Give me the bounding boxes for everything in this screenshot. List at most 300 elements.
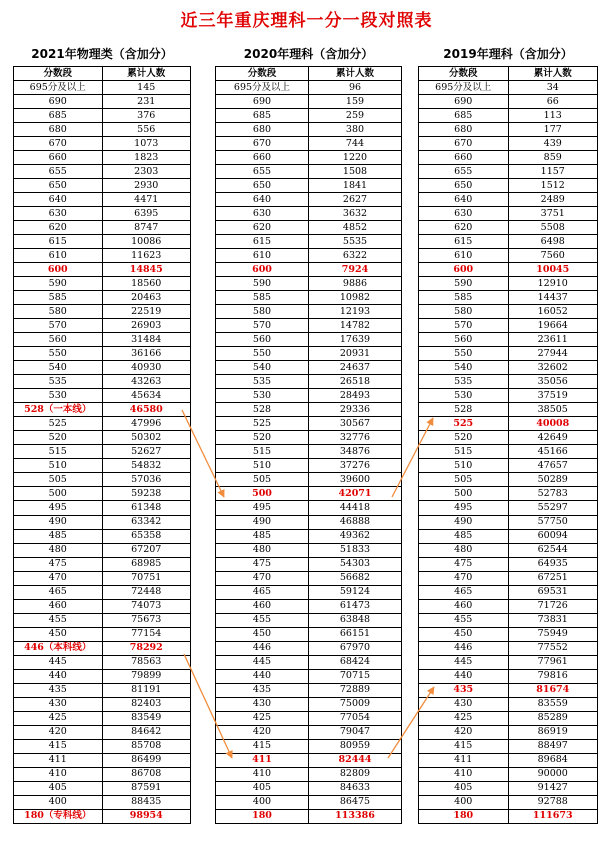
score-cell: 690 bbox=[14, 95, 103, 109]
count-cell: 744 bbox=[309, 137, 402, 151]
score-cell: 610 bbox=[14, 249, 103, 263]
count-cell: 2303 bbox=[102, 165, 191, 179]
table-row bbox=[14, 431, 191, 445]
score-cell: 695分及以上 bbox=[419, 81, 509, 95]
count-cell: 16052 bbox=[508, 305, 598, 319]
score-cell: 570 bbox=[419, 319, 509, 333]
count-cell: 34 bbox=[508, 81, 598, 95]
score-cell: 495 bbox=[419, 501, 509, 515]
count-cell: 24637 bbox=[309, 361, 402, 375]
score-table-2021 bbox=[13, 66, 191, 824]
table-row bbox=[419, 291, 598, 305]
score-cell: 540 bbox=[14, 361, 103, 375]
score-cell: 615 bbox=[419, 235, 509, 249]
score-cell: 655 bbox=[216, 165, 309, 179]
table-row bbox=[14, 641, 191, 655]
score-cell: 495 bbox=[14, 501, 103, 515]
table-row bbox=[216, 151, 402, 165]
table-row bbox=[419, 361, 598, 375]
table-row bbox=[216, 683, 402, 697]
count-cell: 88497 bbox=[508, 739, 598, 753]
score-cell: 535 bbox=[14, 375, 103, 389]
table-row bbox=[419, 627, 598, 641]
table-row bbox=[14, 711, 191, 725]
table-row bbox=[14, 193, 191, 207]
table-row bbox=[419, 669, 598, 683]
table-row bbox=[419, 501, 598, 515]
score-cell: 650 bbox=[419, 179, 509, 193]
count-cell: 259 bbox=[309, 109, 402, 123]
table-row bbox=[419, 753, 598, 767]
score-cell: 425 bbox=[216, 711, 309, 725]
score-cell: 445 bbox=[14, 655, 103, 669]
count-cell: 82444 bbox=[309, 753, 402, 767]
header-count: 累计人数 bbox=[102, 67, 191, 81]
count-cell: 67970 bbox=[309, 641, 402, 655]
count-cell: 19664 bbox=[508, 319, 598, 333]
count-cell: 61473 bbox=[309, 599, 402, 613]
table-row bbox=[419, 277, 598, 291]
table-row bbox=[216, 557, 402, 571]
count-cell: 84633 bbox=[309, 781, 402, 795]
score-cell: 570 bbox=[14, 319, 103, 333]
score-cell: 485 bbox=[14, 529, 103, 543]
table-row bbox=[216, 529, 402, 543]
count-cell: 82809 bbox=[309, 767, 402, 781]
table-row bbox=[216, 501, 402, 515]
table-row bbox=[216, 739, 402, 753]
count-cell: 68424 bbox=[309, 655, 402, 669]
score-cell: 585 bbox=[14, 291, 103, 305]
score-cell: 475 bbox=[216, 557, 309, 571]
table-row bbox=[419, 683, 598, 697]
score-cell: 485 bbox=[419, 529, 509, 543]
score-cell: 490 bbox=[216, 515, 309, 529]
count-cell: 5535 bbox=[309, 235, 402, 249]
table-row bbox=[419, 165, 598, 179]
score-cell: 535 bbox=[216, 375, 309, 389]
score-cell: 630 bbox=[419, 207, 509, 221]
score-cell: 560 bbox=[14, 333, 103, 347]
score-cell: 560 bbox=[419, 333, 509, 347]
count-cell: 12910 bbox=[508, 277, 598, 291]
table-row bbox=[419, 263, 598, 277]
score-table-2020 bbox=[215, 66, 402, 824]
score-cell: 425 bbox=[419, 711, 509, 725]
table-row bbox=[216, 81, 402, 95]
score-cell: 475 bbox=[14, 557, 103, 571]
score-cell: 455 bbox=[419, 613, 509, 627]
table-row bbox=[419, 725, 598, 739]
table-row bbox=[14, 697, 191, 711]
table-row bbox=[216, 627, 402, 641]
table-row bbox=[419, 697, 598, 711]
count-cell: 22519 bbox=[102, 305, 191, 319]
count-cell: 57750 bbox=[508, 515, 598, 529]
score-cell: 485 bbox=[216, 529, 309, 543]
table-row bbox=[14, 277, 191, 291]
table-row bbox=[216, 389, 402, 403]
table-row bbox=[419, 151, 598, 165]
table-row bbox=[14, 725, 191, 739]
count-cell: 59238 bbox=[102, 487, 191, 501]
count-cell: 1841 bbox=[309, 179, 402, 193]
count-cell: 28493 bbox=[309, 389, 402, 403]
count-cell: 52627 bbox=[102, 445, 191, 459]
table-row bbox=[419, 235, 598, 249]
count-cell: 111673 bbox=[508, 809, 598, 823]
table-row bbox=[14, 473, 191, 487]
score-cell: 465 bbox=[216, 585, 309, 599]
count-cell: 45166 bbox=[508, 445, 598, 459]
score-cell: 500 bbox=[419, 487, 509, 501]
count-cell: 3632 bbox=[309, 207, 402, 221]
score-cell: 400 bbox=[419, 795, 509, 809]
table-row bbox=[14, 739, 191, 753]
count-cell: 12193 bbox=[309, 305, 402, 319]
count-cell: 231 bbox=[102, 95, 191, 109]
count-cell: 18560 bbox=[102, 277, 191, 291]
table-row bbox=[216, 277, 402, 291]
table-row bbox=[216, 445, 402, 459]
table-row bbox=[419, 137, 598, 151]
score-cell: 525 bbox=[216, 417, 309, 431]
count-cell: 5508 bbox=[508, 221, 598, 235]
score-cell: 550 bbox=[14, 347, 103, 361]
score-cell: 460 bbox=[14, 599, 103, 613]
score-cell: 180 bbox=[419, 809, 509, 823]
score-cell: 615 bbox=[14, 235, 103, 249]
score-cell: 411 bbox=[216, 753, 309, 767]
count-cell: 10982 bbox=[309, 291, 402, 305]
score-cell: 430 bbox=[14, 697, 103, 711]
count-cell: 89684 bbox=[508, 753, 598, 767]
count-cell: 61348 bbox=[102, 501, 191, 515]
count-cell: 14845 bbox=[102, 263, 191, 277]
count-cell: 86475 bbox=[309, 795, 402, 809]
count-cell: 20463 bbox=[102, 291, 191, 305]
count-cell: 1073 bbox=[102, 137, 191, 151]
count-cell: 1220 bbox=[309, 151, 402, 165]
count-cell: 47996 bbox=[102, 417, 191, 431]
score-cell: 585 bbox=[419, 291, 509, 305]
score-cell: 520 bbox=[419, 431, 509, 445]
score-cell: 470 bbox=[216, 571, 309, 585]
table-row bbox=[14, 151, 191, 165]
table-row bbox=[216, 165, 402, 179]
count-cell: 90000 bbox=[508, 767, 598, 781]
table-row bbox=[419, 809, 598, 823]
score-table-2019 bbox=[418, 66, 598, 824]
count-cell: 42649 bbox=[508, 431, 598, 445]
count-cell: 72889 bbox=[309, 683, 402, 697]
table-2021-physics bbox=[13, 44, 191, 824]
count-cell: 42071 bbox=[309, 487, 402, 501]
table-row bbox=[14, 557, 191, 571]
table-row bbox=[216, 403, 402, 417]
count-cell: 77054 bbox=[309, 711, 402, 725]
count-cell: 79047 bbox=[309, 725, 402, 739]
table-row bbox=[419, 81, 598, 95]
table-row bbox=[14, 333, 191, 347]
count-cell: 37519 bbox=[508, 389, 598, 403]
table-row bbox=[216, 711, 402, 725]
table-row bbox=[14, 515, 191, 529]
table-row bbox=[216, 431, 402, 445]
table-row bbox=[216, 109, 402, 123]
score-cell: 400 bbox=[14, 795, 103, 809]
table-2019-science bbox=[418, 44, 598, 824]
score-cell: 540 bbox=[216, 361, 309, 375]
score-cell: 480 bbox=[419, 543, 509, 557]
count-cell: 47657 bbox=[508, 459, 598, 473]
score-cell: 620 bbox=[14, 221, 103, 235]
table-row bbox=[216, 669, 402, 683]
table-row bbox=[216, 333, 402, 347]
count-cell: 79816 bbox=[508, 669, 598, 683]
count-cell: 83549 bbox=[102, 711, 191, 725]
table-row bbox=[14, 767, 191, 781]
count-cell: 74073 bbox=[102, 599, 191, 613]
table-row bbox=[14, 347, 191, 361]
table-row bbox=[216, 697, 402, 711]
table-row bbox=[216, 767, 402, 781]
count-cell: 50302 bbox=[102, 431, 191, 445]
score-cell: 690 bbox=[216, 95, 309, 109]
count-cell: 62544 bbox=[508, 543, 598, 557]
score-cell: 615 bbox=[216, 235, 309, 249]
score-cell: 430 bbox=[216, 697, 309, 711]
count-cell: 45634 bbox=[102, 389, 191, 403]
score-cell: 400 bbox=[216, 795, 309, 809]
table-row bbox=[14, 235, 191, 249]
table-row bbox=[14, 781, 191, 795]
count-cell: 34876 bbox=[309, 445, 402, 459]
count-cell: 77961 bbox=[508, 655, 598, 669]
table-row bbox=[14, 809, 191, 823]
score-cell: 410 bbox=[14, 767, 103, 781]
count-cell: 81674 bbox=[508, 683, 598, 697]
table-row bbox=[419, 711, 598, 725]
count-cell: 77552 bbox=[508, 641, 598, 655]
table-row bbox=[216, 725, 402, 739]
score-cell: 435 bbox=[14, 683, 103, 697]
table-row bbox=[14, 81, 191, 95]
score-cell: 470 bbox=[14, 571, 103, 585]
score-cell: 600 bbox=[419, 263, 509, 277]
table-row bbox=[419, 529, 598, 543]
count-cell: 75949 bbox=[508, 627, 598, 641]
table-row bbox=[419, 319, 598, 333]
score-cell: 660 bbox=[419, 151, 509, 165]
score-cell: 500 bbox=[14, 487, 103, 501]
table-row bbox=[14, 207, 191, 221]
score-cell: 600 bbox=[14, 263, 103, 277]
count-cell: 30567 bbox=[309, 417, 402, 431]
score-cell: 655 bbox=[14, 165, 103, 179]
table-row bbox=[419, 781, 598, 795]
table-row bbox=[216, 305, 402, 319]
score-cell: 550 bbox=[419, 347, 509, 361]
count-cell: 44418 bbox=[309, 501, 402, 515]
score-cell: 630 bbox=[14, 207, 103, 221]
score-cell: 680 bbox=[419, 123, 509, 137]
table-row bbox=[216, 263, 402, 277]
table-row bbox=[419, 795, 598, 809]
score-cell: 420 bbox=[14, 725, 103, 739]
table-row bbox=[419, 641, 598, 655]
score-cell: 415 bbox=[216, 739, 309, 753]
table-row bbox=[216, 375, 402, 389]
count-cell: 39600 bbox=[309, 473, 402, 487]
score-cell: 695分及以上 bbox=[14, 81, 103, 95]
score-cell: 470 bbox=[419, 571, 509, 585]
count-cell: 6498 bbox=[508, 235, 598, 249]
table-row bbox=[14, 669, 191, 683]
score-cell: 660 bbox=[216, 151, 309, 165]
table-row bbox=[216, 249, 402, 263]
score-cell: 515 bbox=[216, 445, 309, 459]
count-cell: 98954 bbox=[102, 809, 191, 823]
score-cell: 500 bbox=[216, 487, 309, 501]
table-row bbox=[216, 291, 402, 305]
count-cell: 27944 bbox=[508, 347, 598, 361]
count-cell: 439 bbox=[508, 137, 598, 151]
table-row bbox=[216, 655, 402, 669]
table-row bbox=[14, 249, 191, 263]
table-row bbox=[419, 305, 598, 319]
header-score: 分数段 bbox=[14, 67, 103, 81]
count-cell: 85289 bbox=[508, 711, 598, 725]
score-cell: 685 bbox=[14, 109, 103, 123]
table-row bbox=[14, 585, 191, 599]
table-row bbox=[216, 473, 402, 487]
score-cell: 525 bbox=[14, 417, 103, 431]
header-count: 累计人数 bbox=[508, 67, 598, 81]
count-cell: 69531 bbox=[508, 585, 598, 599]
count-cell: 65358 bbox=[102, 529, 191, 543]
count-cell: 7560 bbox=[508, 249, 598, 263]
count-cell: 86919 bbox=[508, 725, 598, 739]
count-cell: 80959 bbox=[309, 739, 402, 753]
table-row bbox=[216, 179, 402, 193]
table-row bbox=[14, 529, 191, 543]
count-cell: 85708 bbox=[102, 739, 191, 753]
table-row bbox=[419, 599, 598, 613]
score-cell: 446 bbox=[216, 641, 309, 655]
count-cell: 37276 bbox=[309, 459, 402, 473]
count-cell: 556 bbox=[102, 123, 191, 137]
count-cell: 6395 bbox=[102, 207, 191, 221]
count-cell: 68985 bbox=[102, 557, 191, 571]
score-cell: 450 bbox=[14, 627, 103, 641]
table-row bbox=[216, 515, 402, 529]
table-row bbox=[14, 263, 191, 277]
count-cell: 40008 bbox=[508, 417, 598, 431]
count-cell: 32602 bbox=[508, 361, 598, 375]
score-cell: 180 bbox=[216, 809, 309, 823]
count-cell: 51833 bbox=[309, 543, 402, 557]
table-row bbox=[14, 291, 191, 305]
score-cell: 620 bbox=[419, 221, 509, 235]
table-row bbox=[216, 95, 402, 109]
score-cell: 415 bbox=[14, 739, 103, 753]
count-cell: 859 bbox=[508, 151, 598, 165]
score-cell: 450 bbox=[419, 627, 509, 641]
table-row bbox=[419, 445, 598, 459]
score-cell: 520 bbox=[14, 431, 103, 445]
score-cell: 440 bbox=[419, 669, 509, 683]
score-cell: 445 bbox=[216, 655, 309, 669]
count-cell: 376 bbox=[102, 109, 191, 123]
score-cell: 680 bbox=[216, 123, 309, 137]
count-cell: 4471 bbox=[102, 193, 191, 207]
score-cell: 405 bbox=[216, 781, 309, 795]
score-cell: 445 bbox=[419, 655, 509, 669]
score-cell: 465 bbox=[14, 585, 103, 599]
table-row bbox=[14, 459, 191, 473]
table-row bbox=[216, 417, 402, 431]
score-cell: 540 bbox=[419, 361, 509, 375]
table-row bbox=[216, 641, 402, 655]
score-cell: 446 bbox=[419, 641, 509, 655]
table-row bbox=[419, 739, 598, 753]
count-cell: 87591 bbox=[102, 781, 191, 795]
table-row bbox=[419, 249, 598, 263]
table-row bbox=[419, 613, 598, 627]
score-cell: 520 bbox=[216, 431, 309, 445]
table-row bbox=[216, 235, 402, 249]
score-cell: 515 bbox=[14, 445, 103, 459]
table-row bbox=[419, 389, 598, 403]
table-row bbox=[14, 683, 191, 697]
table-row bbox=[216, 613, 402, 627]
count-cell: 49362 bbox=[309, 529, 402, 543]
table-row bbox=[14, 375, 191, 389]
score-cell: 570 bbox=[216, 319, 309, 333]
count-cell: 35056 bbox=[508, 375, 598, 389]
score-cell: 660 bbox=[14, 151, 103, 165]
count-cell: 113386 bbox=[309, 809, 402, 823]
table-row bbox=[14, 95, 191, 109]
table-row bbox=[419, 375, 598, 389]
count-cell: 46888 bbox=[309, 515, 402, 529]
table-row bbox=[14, 571, 191, 585]
score-cell: 505 bbox=[14, 473, 103, 487]
score-cell: 580 bbox=[14, 305, 103, 319]
table-row bbox=[419, 655, 598, 669]
count-cell: 14782 bbox=[309, 319, 402, 333]
table-row bbox=[14, 179, 191, 193]
count-cell: 84642 bbox=[102, 725, 191, 739]
score-cell: 490 bbox=[14, 515, 103, 529]
score-cell: 410 bbox=[216, 767, 309, 781]
score-cell: 525 bbox=[419, 417, 509, 431]
score-cell: 425 bbox=[14, 711, 103, 725]
score-cell: 530 bbox=[216, 389, 309, 403]
score-cell: 480 bbox=[14, 543, 103, 557]
score-cell: 505 bbox=[216, 473, 309, 487]
score-cell: 490 bbox=[419, 515, 509, 529]
count-cell: 67251 bbox=[508, 571, 598, 585]
score-cell: 550 bbox=[216, 347, 309, 361]
count-cell: 91427 bbox=[508, 781, 598, 795]
score-cell: 455 bbox=[216, 613, 309, 627]
table-row bbox=[14, 165, 191, 179]
table-row bbox=[14, 389, 191, 403]
score-cell: 435 bbox=[419, 683, 509, 697]
count-cell: 11623 bbox=[102, 249, 191, 263]
